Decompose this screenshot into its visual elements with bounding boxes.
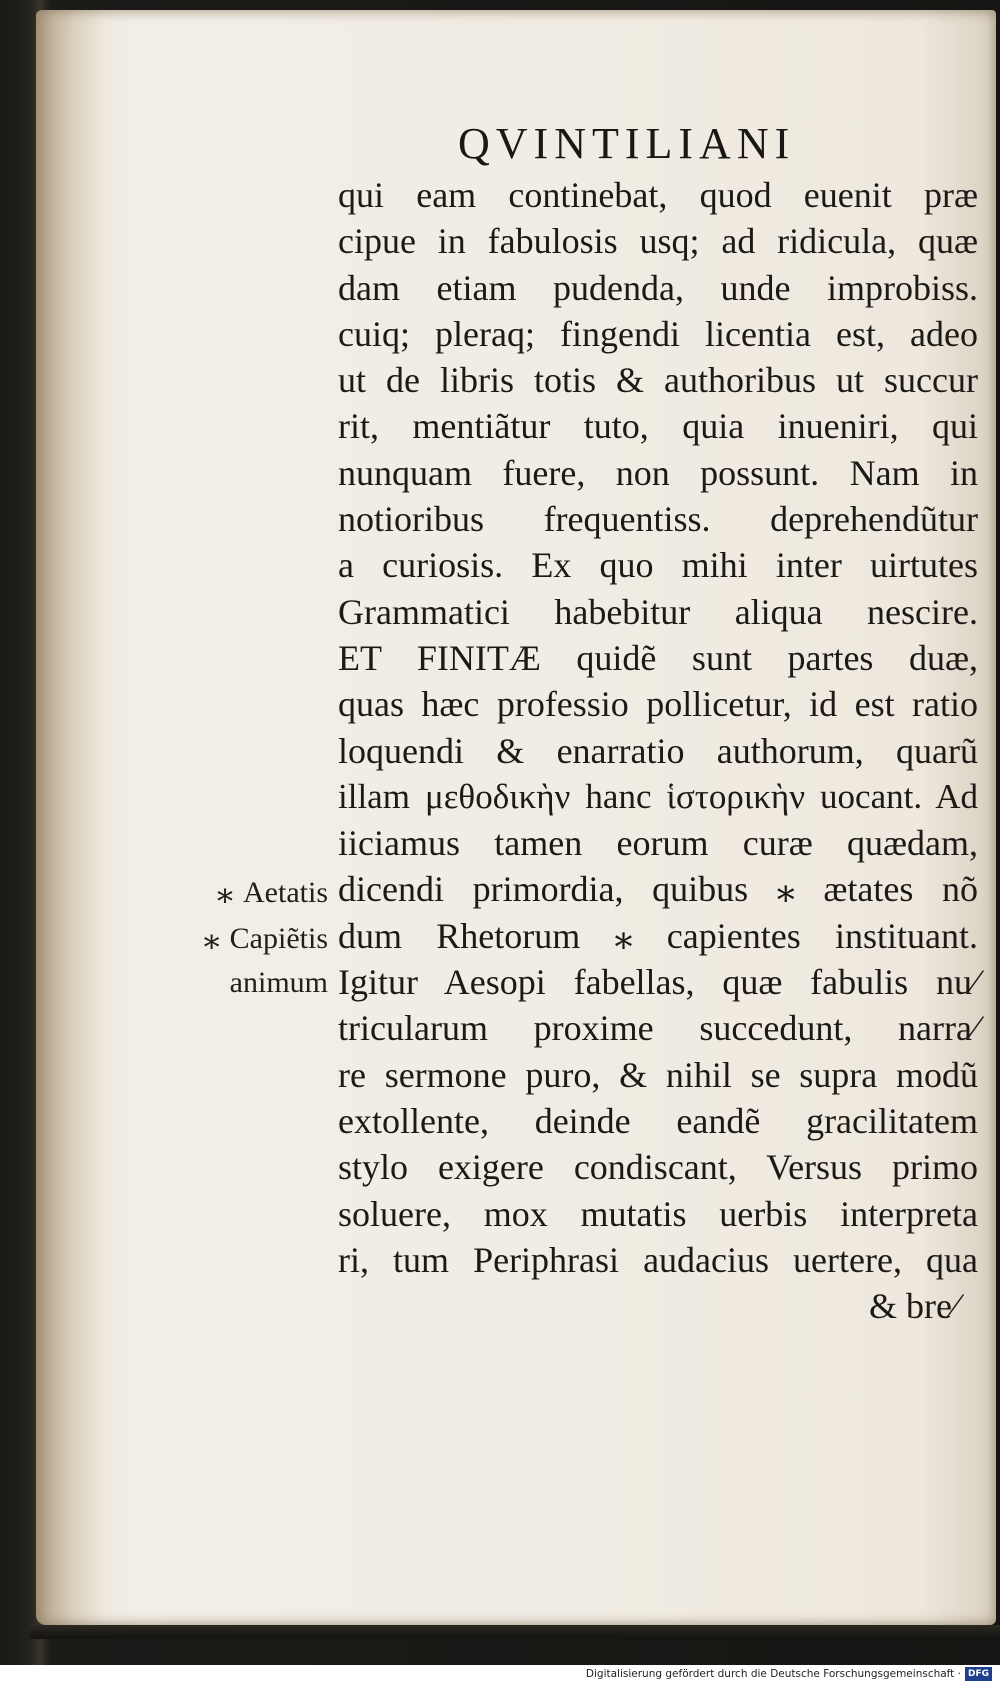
text-line: cipue in fabulosis usq; ad ridicula, quæ [338,221,978,262]
dfg-logo: DFG [965,1667,992,1681]
text-line: qui eam continebat, quod euenit præ [338,175,978,215]
text-line: quas hæc professio pollicetur, id est ratio [338,684,978,725]
text-line: rit, mentiãtur tuto, quia inueniri, qui [338,406,978,447]
marginal-note-capientis [204,914,328,962]
text-line: notioribus frequentiss. deprehendũtur [338,499,978,540]
marginal-note-text: Capiẽtis [229,922,328,955]
body-text [338,172,978,1329]
funding-credit [586,1666,992,1682]
text-line: a curiosis. Ex quo mihi inter uirtutes [338,545,978,586]
text-line: Grammatici habebitur aliqua nescire. [338,591,978,632]
text-line: stylo exigere condiscant, Versus primo [338,1147,978,1188]
text-line: dam etiam pudenda, unde improbiss. [338,267,978,308]
text-line: nunquam fuere, non possunt. Nam in [338,452,978,493]
text-line: Igitur Aesopi fabellas, quæ fabulis nu⁄ [338,962,978,1003]
text-line: ri, tum Periphrasi audacius uertere, qua [338,1239,978,1280]
marginal-note-text: Aetatis [243,876,328,909]
asterisk-icon: ⁎ [217,873,234,909]
text-line: re sermone puro, & nihil se supra modũ [338,1054,978,1095]
text-line: loquendi & enarratio authorum, quarũ [338,730,978,771]
text-line: dicendi primordia, quibus ⁎ ætates nõ [338,869,978,910]
text-line: ut de libris totis & authoribus ut succur [338,360,978,401]
text-line: dum Rhetorum ⁎ capientes instituant. [338,915,978,956]
section-heading-line: ET FINITÆ quidẽ sunt partes duæ, [338,637,978,678]
asterisk-icon: ⁎ [203,919,220,955]
marginal-note-animum: animum [229,966,328,999]
text-line: illam μεθοδικὴν hanc ἱστορικὴν uocant. Ad [338,776,978,816]
text-line: iiciamus tamen eorum curæ quædam, [338,823,978,864]
text-line: tricularum proxime succedunt, narra⁄ [338,1008,978,1049]
text-line: soluere, mox mutatis uerbis interpreta [338,1193,978,1234]
marginal-note-aetatis [217,868,328,916]
running-head: QVINTILIANI [458,119,796,168]
catchword: & bre⁄ [869,1286,958,1327]
funding-credit-text: Digitalisierung gefördert durch die Deutsche Forschungsgemeinschaft · [585,1668,961,1680]
text-line: cuiq; pleraq; fingendi licentia est, adeo [338,313,978,354]
text-line: extollente, deinde eandẽ gracilitatem [338,1100,978,1141]
page-bottom-edge [30,1625,1000,1639]
